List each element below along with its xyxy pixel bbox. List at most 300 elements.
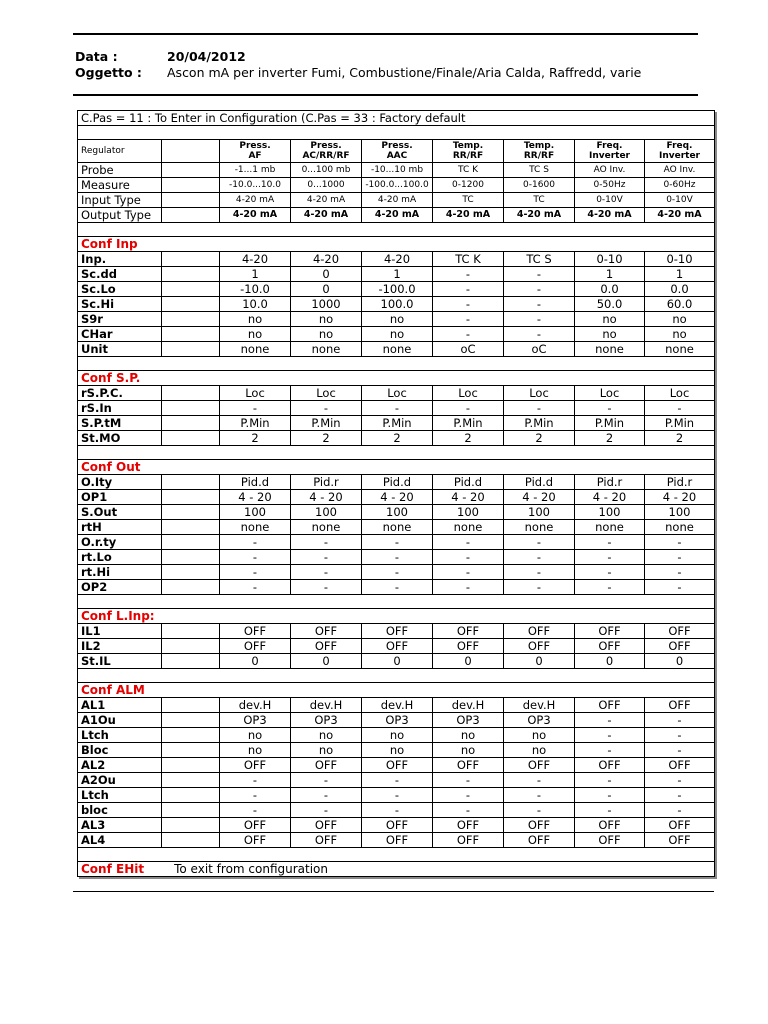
parameter-row (78, 401, 715, 416)
spacer-cell (162, 773, 220, 788)
value-cell: 4-20 mA (362, 193, 433, 208)
value-cell: Loc (362, 386, 433, 401)
spacer-cell (162, 654, 220, 669)
row-label: OP2 (78, 580, 162, 595)
row-label: rt.Lo (78, 550, 162, 565)
row-label: AL1 (78, 698, 162, 713)
spacer-cell (162, 624, 220, 639)
value-cell: 100 (575, 505, 645, 520)
row-label: S9r (78, 312, 162, 327)
blank-cell (78, 848, 715, 862)
value-cell: - (433, 788, 504, 803)
parameter-row (78, 267, 715, 282)
value-cell: 1 (362, 267, 433, 282)
value-cell: 4-20 (362, 252, 433, 267)
value-cell: OFF (433, 639, 504, 654)
value-cell: TC K (433, 252, 504, 267)
value-cell: OFF (433, 624, 504, 639)
row-label: IL2 (78, 639, 162, 654)
regulator-column-header: Temp. RR/RF (433, 140, 504, 163)
value-cell: no (362, 743, 433, 758)
row-label: rt.Hi (78, 565, 162, 580)
value-cell: - (504, 297, 575, 312)
value-cell: OP3 (362, 713, 433, 728)
value-cell: - (220, 535, 291, 550)
value-cell: - (645, 713, 715, 728)
blank-cell (78, 357, 715, 371)
value-cell: none (362, 520, 433, 535)
value-cell: 0-10 (575, 252, 645, 267)
row-label: AL2 (78, 758, 162, 773)
value-cell: 4-20 mA (645, 208, 715, 223)
row-label: A1Ou (78, 713, 162, 728)
spacer-cell (162, 297, 220, 312)
value-cell: 0 (433, 654, 504, 669)
parameter-row (78, 788, 715, 803)
value-cell: 0-1200 (433, 178, 504, 193)
spacer-cell (162, 475, 220, 490)
value-cell: OFF (645, 758, 715, 773)
parameter-row (78, 624, 715, 639)
value-cell: OP3 (220, 713, 291, 728)
value-cell: - (504, 788, 575, 803)
value-cell: 4 - 20 (362, 490, 433, 505)
spacer-cell (162, 698, 220, 713)
bottom-rule (73, 891, 714, 892)
regulator-column-header: Freq. Inverter (645, 140, 715, 163)
value-cell: - (220, 773, 291, 788)
row-label: St.MO (78, 431, 162, 446)
value-cell: 0 (291, 654, 362, 669)
value-cell: no (645, 312, 715, 327)
row-label: IL1 (78, 624, 162, 639)
value-cell: Pid.d (433, 475, 504, 490)
value-cell: 10.0 (220, 297, 291, 312)
parameter-row (78, 743, 715, 758)
parameter-row (78, 713, 715, 728)
value-cell: - (645, 803, 715, 818)
value-cell: no (220, 312, 291, 327)
value-cell: OFF (575, 639, 645, 654)
spacer-cell (162, 178, 220, 193)
value-cell: - (291, 550, 362, 565)
row-label: rS.In (78, 401, 162, 416)
value-cell: 0-1600 (504, 178, 575, 193)
parameter-row (78, 297, 715, 312)
exit-cell (78, 862, 715, 877)
value-cell: 100 (220, 505, 291, 520)
parameter-row (78, 535, 715, 550)
value-cell: no (504, 728, 575, 743)
section-title-cell: Conf ALM (78, 683, 715, 698)
top-rule (73, 33, 698, 35)
value-cell: no (362, 327, 433, 342)
parameter-row (78, 342, 715, 357)
spacer-cell (162, 252, 220, 267)
value-cell: OFF (645, 818, 715, 833)
value-cell: - (433, 535, 504, 550)
value-cell: 100 (504, 505, 575, 520)
value-cell: 2 (504, 431, 575, 446)
row-label: AL4 (78, 833, 162, 848)
section-title (78, 237, 715, 252)
value-cell: - (575, 535, 645, 550)
section-title (78, 460, 715, 475)
parameter-row (78, 803, 715, 818)
parameter-row (78, 550, 715, 565)
date-value: 20/04/2012 (167, 49, 246, 64)
value-cell: 2 (291, 431, 362, 446)
value-cell: TC S (504, 252, 575, 267)
value-cell: 0 (291, 267, 362, 282)
value-cell: no (575, 312, 645, 327)
value-cell: 1000 (291, 297, 362, 312)
value-cell: - (504, 282, 575, 297)
value-cell: none (645, 520, 715, 535)
parameter-row (78, 431, 715, 446)
value-cell: no (220, 327, 291, 342)
value-cell: - (362, 401, 433, 416)
section-title (78, 371, 715, 386)
document-header (75, 49, 641, 81)
row-label: AL3 (78, 818, 162, 833)
value-cell: - (362, 803, 433, 818)
value-cell: 0.0 (575, 282, 645, 297)
value-cell: 2 (433, 431, 504, 446)
value-cell: - (220, 565, 291, 580)
value-cell: - (362, 565, 433, 580)
row-label: Inp. (78, 252, 162, 267)
value-cell: - (362, 773, 433, 788)
value-cell: OFF (220, 624, 291, 639)
value-cell: OFF (645, 624, 715, 639)
value-cell: -100.0 (362, 282, 433, 297)
value-cell: none (575, 520, 645, 535)
value-cell: OFF (575, 818, 645, 833)
section-title-cell: Conf Inp (78, 237, 715, 252)
value-cell: - (220, 550, 291, 565)
blank-row (78, 595, 715, 609)
row-label: Input Type (78, 193, 162, 208)
blank-row (78, 848, 715, 862)
value-cell: 4-20 mA (504, 208, 575, 223)
value-cell: dev.H (504, 698, 575, 713)
value-cell: 4-20 mA (220, 208, 291, 223)
info-row (78, 178, 715, 193)
value-cell: - (220, 580, 291, 595)
value-cell: 0-10V (575, 193, 645, 208)
value-cell: 0 (220, 654, 291, 669)
value-cell: Loc (220, 386, 291, 401)
value-cell: - (291, 401, 362, 416)
value-cell: OFF (220, 833, 291, 848)
value-cell: no (433, 728, 504, 743)
value-cell: P.Min (291, 416, 362, 431)
value-cell: 4 - 20 (575, 490, 645, 505)
spacer-cell (162, 713, 220, 728)
row-label: Ltch (78, 728, 162, 743)
value-cell: - (504, 580, 575, 595)
value-cell: OFF (291, 758, 362, 773)
spacer-cell (162, 580, 220, 595)
value-cell: - (362, 788, 433, 803)
value-cell: -10...10 mb (362, 163, 433, 178)
info-row (78, 163, 715, 178)
row-label: Ltch (78, 788, 162, 803)
parameter-row (78, 833, 715, 848)
value-cell: OFF (504, 758, 575, 773)
value-cell: OFF (220, 758, 291, 773)
row-label: bloc (78, 803, 162, 818)
value-cell: 100 (433, 505, 504, 520)
value-cell: OFF (362, 758, 433, 773)
value-cell: - (291, 788, 362, 803)
spacer-cell (162, 267, 220, 282)
value-cell: dev.H (291, 698, 362, 713)
row-label: O.Ity (78, 475, 162, 490)
value-cell: Pid.d (504, 475, 575, 490)
subject-row (75, 65, 641, 81)
parameter-row (78, 252, 715, 267)
value-cell: - (433, 580, 504, 595)
value-cell: OFF (645, 833, 715, 848)
value-cell: 4 - 20 (433, 490, 504, 505)
value-cell: OFF (504, 818, 575, 833)
value-cell: 4-20 (220, 252, 291, 267)
value-cell: OFF (220, 818, 291, 833)
value-cell: no (291, 327, 362, 342)
value-cell: 0...100 mb (291, 163, 362, 178)
value-cell: no (291, 312, 362, 327)
parameter-row (78, 773, 715, 788)
value-cell: - (504, 565, 575, 580)
value-cell: 0 (504, 654, 575, 669)
value-cell: - (575, 401, 645, 416)
value-cell: 60.0 (645, 297, 715, 312)
value-cell: 0 (362, 654, 433, 669)
info-row (78, 208, 715, 223)
value-cell: - (575, 743, 645, 758)
row-label: rS.P.C. (78, 386, 162, 401)
value-cell: - (291, 535, 362, 550)
configuration-table (77, 110, 715, 877)
value-cell: - (220, 401, 291, 416)
value-cell: 2 (645, 431, 715, 446)
value-cell: oC (504, 342, 575, 357)
spacer-cell (162, 758, 220, 773)
value-cell: 100 (291, 505, 362, 520)
value-cell: no (645, 327, 715, 342)
row-label: Sc.Lo (78, 282, 162, 297)
parameter-row (78, 565, 715, 580)
value-cell: no (291, 728, 362, 743)
value-cell: OFF (504, 624, 575, 639)
regulator-column-header: Press. AC/RR/RF (291, 140, 362, 163)
value-cell: - (575, 580, 645, 595)
spacer-cell (162, 565, 220, 580)
value-cell: OFF (291, 639, 362, 654)
section-title-cell: Conf Out (78, 460, 715, 475)
value-cell: - (362, 580, 433, 595)
value-cell: OFF (575, 698, 645, 713)
value-cell: none (575, 342, 645, 357)
value-cell: - (575, 728, 645, 743)
value-cell: OFF (291, 624, 362, 639)
value-cell: OFF (575, 833, 645, 848)
value-cell: - (433, 773, 504, 788)
value-cell: - (645, 401, 715, 416)
value-cell: OFF (575, 758, 645, 773)
row-label: Measure (78, 178, 162, 193)
value-cell: - (645, 535, 715, 550)
value-cell: OFF (645, 698, 715, 713)
value-cell: OFF (291, 818, 362, 833)
value-cell: OFF (575, 624, 645, 639)
value-cell: 0-10 (645, 252, 715, 267)
value-cell: -100.0...100.0 (362, 178, 433, 193)
info-row (78, 193, 715, 208)
spacer-cell (162, 140, 220, 163)
section-title (78, 609, 715, 624)
date-row (75, 49, 641, 65)
value-cell: none (433, 520, 504, 535)
row-label: rtH (78, 520, 162, 535)
value-cell: dev.H (362, 698, 433, 713)
value-cell: 1 (645, 267, 715, 282)
value-cell: 0 (291, 282, 362, 297)
value-cell: - (433, 565, 504, 580)
value-cell: 100 (645, 505, 715, 520)
value-cell: - (433, 327, 504, 342)
value-cell: - (433, 401, 504, 416)
value-cell: none (220, 342, 291, 357)
blank-row (78, 669, 715, 683)
spacer-cell (162, 743, 220, 758)
value-cell: - (433, 282, 504, 297)
value-cell: Pid.r (291, 475, 362, 490)
blank-row (78, 223, 715, 237)
value-cell: none (220, 520, 291, 535)
value-cell: - (575, 565, 645, 580)
section-title (78, 683, 715, 698)
value-cell: 1 (575, 267, 645, 282)
value-cell: OP3 (433, 713, 504, 728)
regulator-header-row (78, 140, 715, 163)
row-label: Bloc (78, 743, 162, 758)
value-cell: 0...1000 (291, 178, 362, 193)
value-cell: none (291, 520, 362, 535)
value-cell: AO Inv. (645, 163, 715, 178)
value-cell: 2 (575, 431, 645, 446)
value-cell: 0 (645, 654, 715, 669)
value-cell: dev.H (433, 698, 504, 713)
row-label: St.IL (78, 654, 162, 669)
value-cell: OFF (362, 639, 433, 654)
parameter-row (78, 758, 715, 773)
value-cell: Pid.d (362, 475, 433, 490)
parameter-row (78, 416, 715, 431)
value-cell: 4 - 20 (645, 490, 715, 505)
spacer-cell (162, 803, 220, 818)
value-cell: 4-20 (291, 252, 362, 267)
value-cell: no (362, 728, 433, 743)
value-cell: 4-20 mA (575, 208, 645, 223)
spacer-cell (162, 312, 220, 327)
value-cell: - (291, 773, 362, 788)
value-cell: 50.0 (575, 297, 645, 312)
value-cell: OP3 (504, 713, 575, 728)
row-label: O.r.ty (78, 535, 162, 550)
row-label: Probe (78, 163, 162, 178)
value-cell: 4 - 20 (504, 490, 575, 505)
spacer-cell (162, 163, 220, 178)
value-cell: none (291, 342, 362, 357)
value-cell: Pid.r (645, 475, 715, 490)
spacer-cell (162, 550, 220, 565)
spacer-cell (162, 342, 220, 357)
spacer-cell (162, 505, 220, 520)
value-cell: Loc (433, 386, 504, 401)
row-label: S.Out (78, 505, 162, 520)
value-cell: OFF (362, 833, 433, 848)
row-label: A2Ou (78, 773, 162, 788)
parameter-row (78, 654, 715, 669)
parameter-row (78, 639, 715, 654)
blank-cell (78, 126, 715, 140)
value-cell: 0-60Hz (645, 178, 715, 193)
value-cell: - (504, 267, 575, 282)
value-cell: - (504, 535, 575, 550)
spacer-cell (162, 401, 220, 416)
value-cell: - (433, 803, 504, 818)
value-cell: - (433, 267, 504, 282)
value-cell: - (575, 550, 645, 565)
parameter-row (78, 475, 715, 490)
row-label: OP1 (78, 490, 162, 505)
value-cell: P.Min (220, 416, 291, 431)
value-cell: 100 (362, 505, 433, 520)
spacer-cell (162, 639, 220, 654)
value-cell: 1 (220, 267, 291, 282)
spacer-cell (162, 431, 220, 446)
value-cell: none (645, 342, 715, 357)
section-title-cell: Conf L.Inp: (78, 609, 715, 624)
row-label: Sc.dd (78, 267, 162, 282)
row-label: Sc.Hi (78, 297, 162, 312)
spacer-cell (162, 818, 220, 833)
value-cell: 0-50Hz (575, 178, 645, 193)
parameter-row (78, 520, 715, 535)
blank-row (78, 126, 715, 140)
spacer-cell (162, 327, 220, 342)
parameter-row (78, 728, 715, 743)
value-cell: 4 - 20 (220, 490, 291, 505)
value-cell: 100.0 (362, 297, 433, 312)
value-cell: no (504, 743, 575, 758)
value-cell: - (433, 312, 504, 327)
value-cell: Loc (645, 386, 715, 401)
value-cell: no (575, 327, 645, 342)
value-cell: no (291, 743, 362, 758)
value-cell: 4 - 20 (291, 490, 362, 505)
value-cell: - (504, 550, 575, 565)
value-cell: OFF (433, 833, 504, 848)
spacer-cell (162, 833, 220, 848)
value-cell: Pid.r (575, 475, 645, 490)
row-label: CHar (78, 327, 162, 342)
value-cell: -1...1 mb (220, 163, 291, 178)
value-cell: TC (504, 193, 575, 208)
